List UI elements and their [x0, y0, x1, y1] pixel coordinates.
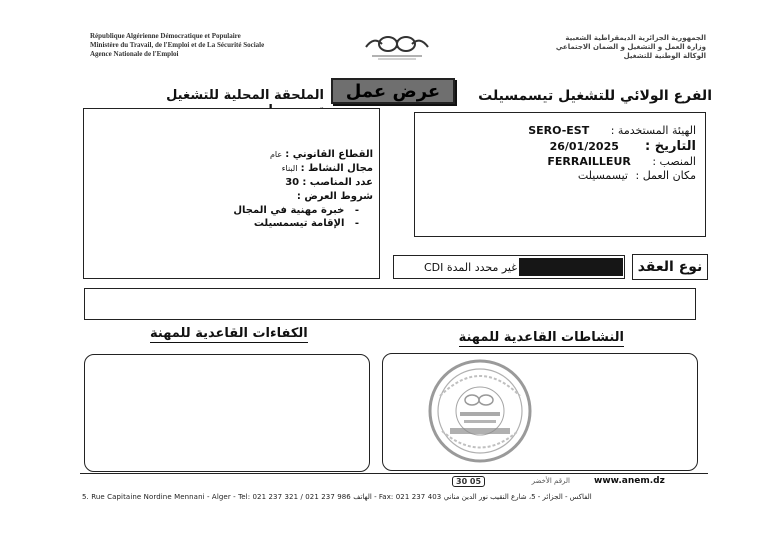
conditions-row [173, 190, 373, 204]
branch-title: الفرع الولائي للتشغيل تيسمسيلت [478, 88, 712, 104]
contract-type-label: نوع العقد [632, 254, 708, 280]
positions-label: عدد المناصب : [302, 177, 373, 188]
activities-title: النشاطات القاعدية للمهنة [458, 330, 624, 345]
competencies-box [84, 354, 370, 472]
header-french [90, 32, 350, 59]
remarks-box [84, 288, 696, 320]
competencies-title: الكفاءات القاعدية للمهنة [150, 326, 308, 341]
employer-row [456, 124, 696, 138]
sector-label: القطاع القانوني : [285, 149, 373, 160]
workplace-row [456, 169, 696, 183]
header-fr-line1: République Algérienne Démocratique et Populaire [90, 32, 241, 40]
header-ar-line2: وزارة العمل و التشغيل و الضمان الاجتماعي [555, 43, 706, 51]
redaction-block [519, 258, 623, 276]
free-number-value: 30 05 [452, 476, 485, 487]
employer-details [456, 124, 696, 183]
free-number [452, 476, 570, 490]
footer-address: 5. Rue Capitaine Nordine Mennani - Alger - Tel: 021 237 321 / 021 237 986 الهاتف - Fax: 021 237 403 الفاكس - الجزائر - 5، شارع النقيب نور الدين مناني [82, 493, 592, 501]
anem-logo [352, 30, 442, 64]
activity-value: البناء [281, 164, 298, 173]
date-value: 26/01/2025 [549, 140, 619, 153]
condition-item [173, 204, 373, 217]
condition-item [173, 217, 373, 230]
condition-text: الإقامة تيسمسيلت [253, 218, 345, 229]
free-number-label: الرقم الأخضر [531, 477, 570, 485]
date-label: التاريخ : [645, 139, 696, 154]
position-label: المنصب : [652, 155, 696, 168]
header-ar-line1: الجمهورية الجزائرية الديمقراطية الشعبية [565, 34, 706, 42]
official-stamp [420, 356, 540, 466]
sector-row [173, 148, 373, 162]
positions-value: 30 [285, 177, 300, 188]
condition-text: خبرة مهنية في المجال [233, 205, 345, 216]
header-fr-line3: Agence Nationale de l'Emploi [90, 50, 179, 58]
positions-row [173, 176, 373, 190]
offer-details [173, 148, 373, 230]
employer-value: SERO-EST [528, 124, 590, 137]
position-value: FERRAILLEUR [547, 155, 631, 168]
header-ar-line3: الوكالة الوطنية للتشغيل [623, 52, 706, 60]
workplace-value: تيسمسيلت [577, 169, 628, 182]
date-row [456, 138, 696, 155]
activity-label: مجال النشاط : [300, 163, 373, 174]
workplace-label: مكان العمل : [635, 169, 696, 182]
activity-row [173, 162, 373, 176]
header-fr-line2: Ministère du Travail, de l'Emploi et de La Sécurité Sociale [90, 41, 265, 49]
bullet-dash: - [344, 205, 359, 216]
employer-label: الهيئة المستخدمة : [610, 124, 696, 137]
footer-divider [80, 473, 708, 474]
sector-value: عام [269, 150, 283, 159]
annex-title: الملحقة المحلية للتشغيل [166, 88, 324, 103]
header-arabic [436, 34, 706, 61]
bullet-dash: - [344, 218, 359, 229]
conditions-label: شروط العرض : [296, 191, 373, 202]
job-offer-badge: عرض عمل [331, 78, 455, 104]
contract-value: غير محدد المدة CDI [423, 260, 517, 274]
website-link[interactable]: www.anem.dz [594, 476, 665, 486]
position-row [456, 155, 696, 169]
